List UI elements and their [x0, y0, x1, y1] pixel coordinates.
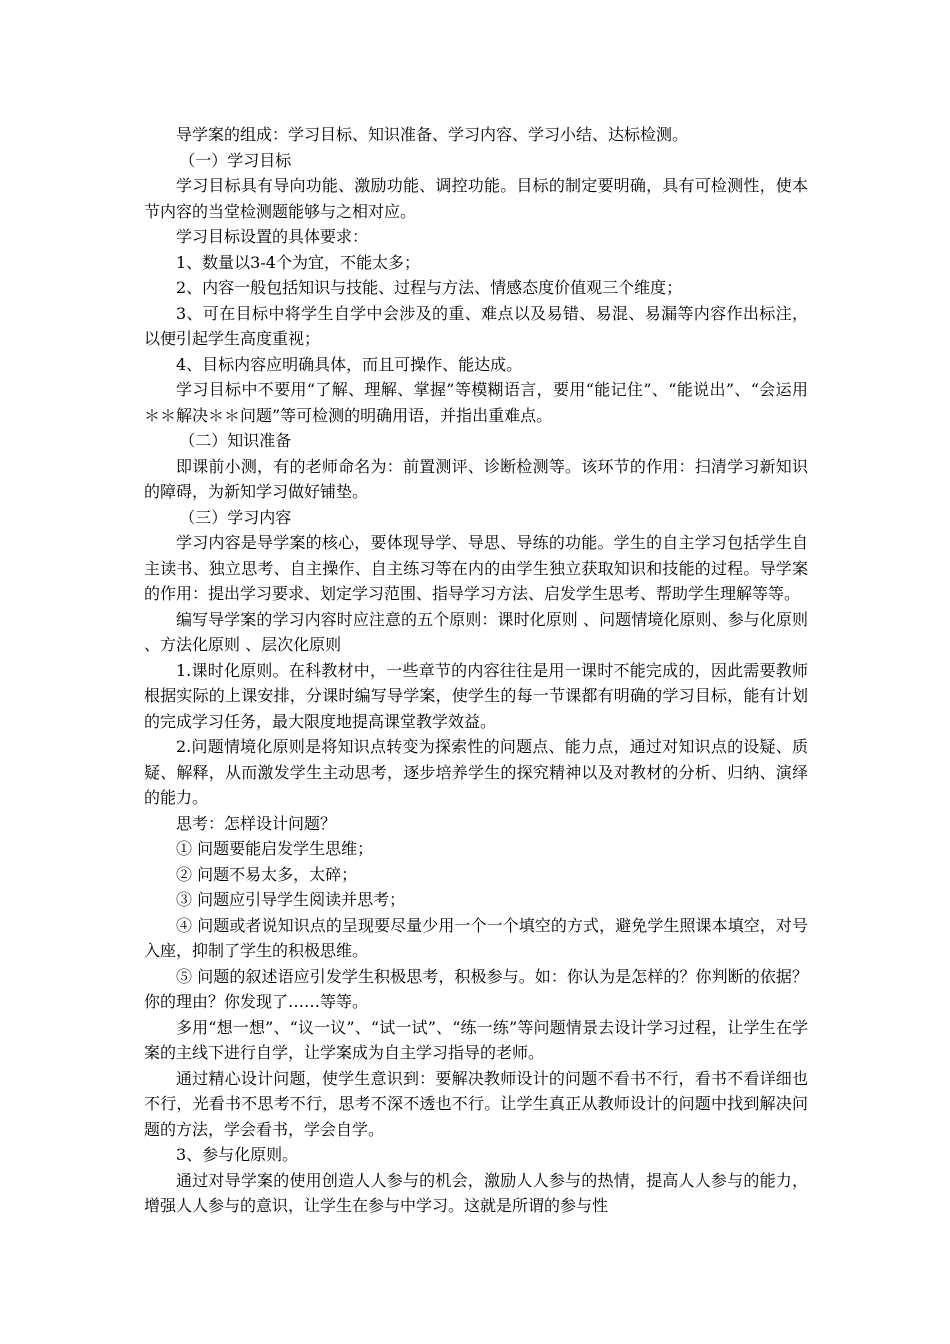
paragraph: 思考：怎样设计问题？ [176, 813, 337, 833]
section-heading-knowledge: （二）知识准备 [179, 431, 292, 450]
paragraph: 学习目标中不要用“了解、理解、掌握”等模糊语言，要用“能记住”、“能说出”、“会运用＊＊解决＊＊问题”等可检测的明确用语，并指出重难点。 [144, 380, 808, 425]
paragraph-intro: 导学案的组成：学习目标、知识准备、学习内容、学习小结、达标检测。 [176, 125, 689, 144]
list-item: 4、目标内容应明确具体，而且可操作、能达成。 [176, 354, 523, 374]
paragraph: 学习内容是导学案的核心，要体现导学、导思、导练的功能。学生的自主学习包括学生自主读书、独立思考、自主操作、自主练习等在内的由学生独立获取知识和技能的过程。导学案的作用：提出学习要求、划定学习范围、指导学习方法、启发学生思考、帮助学生理解等等。 [144, 533, 808, 603]
list-item: 2、内容一般包括知识与技能、过程与方法、情感态度价值观三个维度； [176, 278, 683, 297]
list-item: 1、数量以3-4个为宜，不能太多； [176, 252, 420, 272]
paragraph: 3、参与化原则。 [176, 1145, 299, 1164]
list-item: ② 问题不易太多，太碎； [176, 864, 358, 884]
paragraph: 学习目标具有导向功能、激励功能、调控功能。目标的制定要明确，具有可检测性，使本节内容的当堂检测题能够与之相对应。 [144, 176, 808, 221]
paragraph: 通过对导学案的使用创造人人参与的机会，激励人人参与的热情，提高人人参与的能力，增强人人参与的意识，让学生在参与中学习。这就是所谓的参与性 [144, 1170, 808, 1215]
paragraph: 多用“想一想”、“议一议”、“试一试”、“练一练”等问题情景去设计学习过程，让学生在学案的主线下进行自学，让学案成为自主学习指导的老师。 [144, 1017, 808, 1062]
paragraph: 2.问题情境化原则是将知识点转变为探索性的问题点、能力点，通过对知识点的设疑、质疑、解释，从而激发学生主动思考，逐步培养学生的探究精神以及对教材的分析、归纳、演绎的能力。 [144, 737, 808, 807]
section-heading-goals: （一）学习目标 [179, 150, 292, 170]
list-item: ③ 问题应引导学生阅读并思考； [176, 890, 406, 909]
paragraph: 即课前小测，有的老师命名为：前置测评、诊断检测等。该环节的作用：扫清学习新知识的障碍，为新知学习做好铺垫。 [144, 456, 808, 501]
section-heading-content: （三）学习内容 [179, 507, 292, 527]
paragraph: 编写导学案的学习内容时应注意的五个原则：课时化原则 、问题情境化原则、参与化原则 、方法化原则 、层次化原则 [144, 609, 808, 654]
paragraph: 学习目标设置的具体要求： [176, 227, 369, 246]
paragraph: 通过精心设计问题，使学生意识到：要解决教师设计的问题不看书不行，看书不看详细也不行，光看书不思考不行，思考不深不透也不行。让学生真正从教师设计的问题中找到解决问题的方法，学会看书，学会自学。 [144, 1068, 808, 1139]
list-item: ⑤ 问题的叙述语应引发学生积极思考，积极参与。如：你认为是怎样的？你判断的依据？你的理由？你发现了……等等。 [144, 966, 808, 1011]
document-body [144, 122, 808, 1219]
list-item: ① 问题要能启发学生思维； [176, 839, 374, 858]
list-item: 3、可在目标中将学生自学中会涉及的重、难点以及易错、易混、易漏等内容作出标注，以便引起学生高度重视； [144, 303, 808, 348]
list-item: ④ 问题或者说知识点的呈现要尽量少用一个一个填空的方式，避免学生照课本填空，对号入座，抑制了学生的积极思维。 [144, 915, 808, 960]
paragraph: 1.课时化原则。在科教材中，一些章节的内容往往是用一课时不能完成的，因此需要教师根据实际的上课安排，分课时编写导学案，使学生的每一节课都有明确的学习目标，能有计划的完成学习任务，最大限度地提高课堂教学效益。 [144, 660, 808, 731]
